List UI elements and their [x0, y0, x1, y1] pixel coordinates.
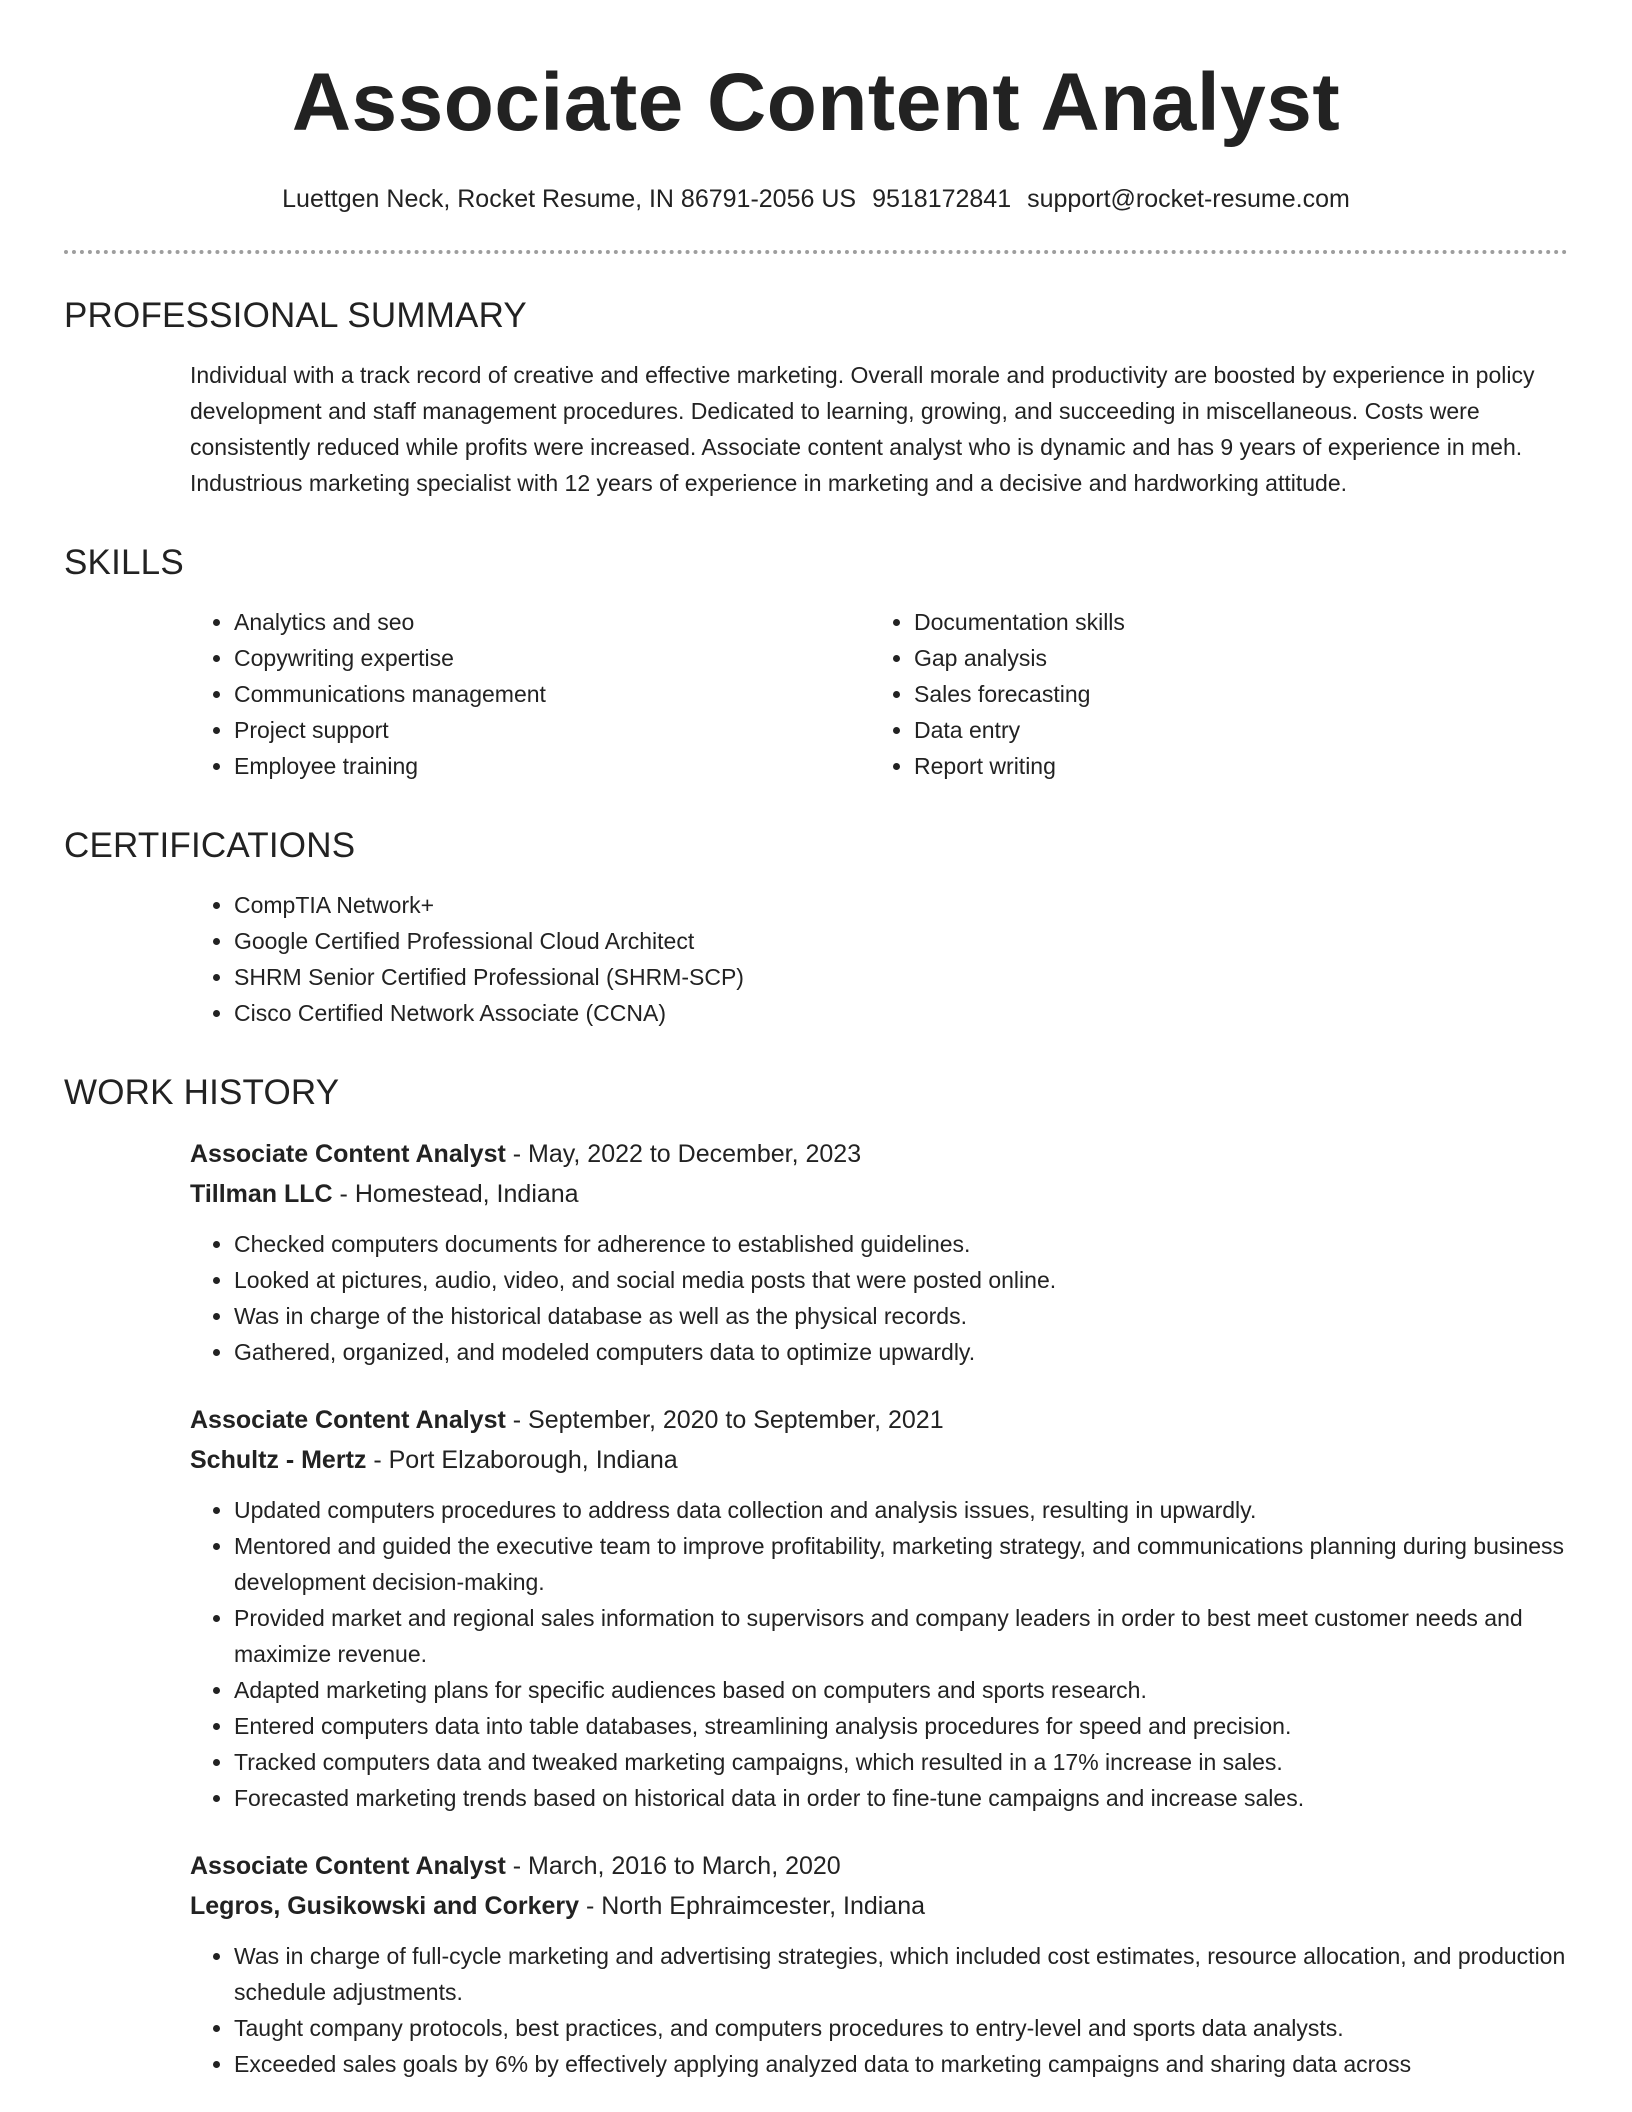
job-company-line: [190, 1886, 1568, 1926]
contact-phone: 9518172841: [872, 185, 1012, 213]
job-bullet: • Tracked computers data and tweaked marketing campaigns, which resulted in a 17% increase in sales.: [234, 1744, 1568, 1780]
skill-item: • Documentation skills: [914, 604, 1550, 640]
work-history-list: [190, 1134, 1568, 2082]
job-title-line: [190, 1400, 1568, 1440]
job-bullet: • Was in charge of full-cycle marketing and advertising strategies, which included cost estimates, resource allocation, and production schedule adjustments.: [234, 1938, 1568, 2010]
job-bullet: • Was in charge of the historical database as well as the physical records.: [234, 1298, 1568, 1334]
contact-email[interactable]: support@rocket-resume.com: [1027, 185, 1350, 213]
job-entry: [190, 1846, 1568, 2082]
job-bullet: • Adapted marketing plans for specific audiences based on computers and sports research.: [234, 1672, 1568, 1708]
summary-heading: PROFESSIONAL SUMMARY: [64, 296, 527, 335]
skill-item: • Project support: [234, 712, 870, 748]
job-entry: [190, 1134, 1568, 1370]
certification-item: • SHRM Senior Certified Professional (SHRM-SCP): [234, 959, 1568, 995]
job-bullet: • Looked at pictures, audio, video, and social media posts that were posted online.: [234, 1262, 1568, 1298]
job-bullet: • Checked computers documents for adherence to established guidelines.: [234, 1226, 1568, 1262]
job-entry: [190, 1400, 1568, 1816]
skills-column-left: [190, 604, 870, 784]
summary-text: Individual with a track record of creative and effective marketing. Overall morale and productivity are boosted by experience in policy development and staff management procedures. Dedicated to learning, growing, and succeeding in miscellaneous. Costs were consistently reduced while profits were increased. Associate content analyst who is dynamic and has 9 years of experience in meh. Industrious marketing specialist with 12 years of experience in marketing and a decisive and hardworking attitude.: [190, 362, 1535, 496]
job-bullet: • Gathered, organized, and modeled computers data to optimize upwardly.: [234, 1334, 1568, 1370]
job-title: Associate Content Analyst: [190, 1852, 506, 1880]
job-dates: - May, 2022 to December, 2023: [505, 1140, 862, 1168]
job-bullet: • Provided market and regional sales information to supervisors and company leaders in order to best meet customer needs and maximize revenue.: [234, 1600, 1568, 1672]
job-company: Tillman LLC: [190, 1180, 333, 1208]
skill-item: • Communications management: [234, 676, 870, 712]
job-bullet: • Entered computers data into table databases, streamlining analysis procedures for speed and precision.: [234, 1708, 1568, 1744]
job-company-line: [190, 1440, 1568, 1480]
job-company: Legros, Gusikowski and Corkery: [190, 1892, 580, 1920]
job-dates: - September, 2020 to September, 2021: [505, 1406, 944, 1434]
skill-item: • Gap analysis: [914, 640, 1550, 676]
skills-heading: SKILLS: [64, 543, 184, 582]
skills-list: [190, 604, 1568, 784]
job-dates: - March, 2016 to March, 2020: [505, 1852, 841, 1880]
job-title: Associate Content Analyst: [190, 1140, 506, 1168]
job-bullet: • Forecasted marketing trends based on historical data in order to fine-tune campaigns and increase sales.: [234, 1780, 1568, 1816]
job-title-line: [190, 1134, 1568, 1174]
header-divider: [64, 250, 1568, 254]
job-title-line: [190, 1846, 1568, 1886]
job-bullet: • Taught company protocols, best practices, and computers procedures to entry-level and sports data analysts.: [234, 2010, 1568, 2046]
certifications-list: [190, 887, 1568, 1031]
job-company-line: [190, 1174, 1568, 1214]
skill-item: • Data entry: [914, 712, 1550, 748]
job-title: Associate Content Analyst: [190, 1406, 506, 1434]
skill-item: • Sales forecasting: [914, 676, 1550, 712]
contact-line: [64, 185, 1568, 214]
certifications-heading: CERTIFICATIONS: [64, 826, 356, 865]
skill-item: • Analytics and seo: [234, 604, 870, 640]
skill-item: • Employee training: [234, 748, 870, 784]
job-location: - North Ephraimcester, Indiana: [579, 1892, 926, 1920]
resume-title: Associate Content Analyst: [291, 57, 1341, 148]
work-history-heading: WORK HISTORY: [64, 1073, 340, 1112]
job-location: - Port Elzaborough, Indiana: [366, 1446, 678, 1474]
certification-item: • CompTIA Network+: [234, 887, 1568, 923]
certification-item: • Cisco Certified Network Associate (CCNA): [234, 995, 1568, 1031]
job-bullet: • Updated computers procedures to address data collection and analysis issues, resulting in upwardly.: [234, 1492, 1568, 1528]
job-location: - Homestead, Indiana: [332, 1180, 579, 1208]
certification-item: • Google Certified Professional Cloud Architect: [234, 923, 1568, 959]
contact-address: Luettgen Neck, Rocket Resume, IN 86791-2056 US: [282, 185, 857, 213]
job-bullet: • Mentored and guided the executive team to improve profitability, marketing strategy, and communications planning during business development decision-making.: [234, 1528, 1568, 1600]
job-bullet: • Exceeded sales goals by 6% by effectively applying analyzed data to marketing campaigns and sharing data across: [234, 2046, 1568, 2082]
skills-column-right: [870, 604, 1550, 784]
resume-page: [64, 0, 1568, 2082]
skill-item: • Copywriting expertise: [234, 640, 870, 676]
skill-item: • Report writing: [914, 748, 1550, 784]
job-company: Schultz - Mertz: [190, 1446, 367, 1474]
